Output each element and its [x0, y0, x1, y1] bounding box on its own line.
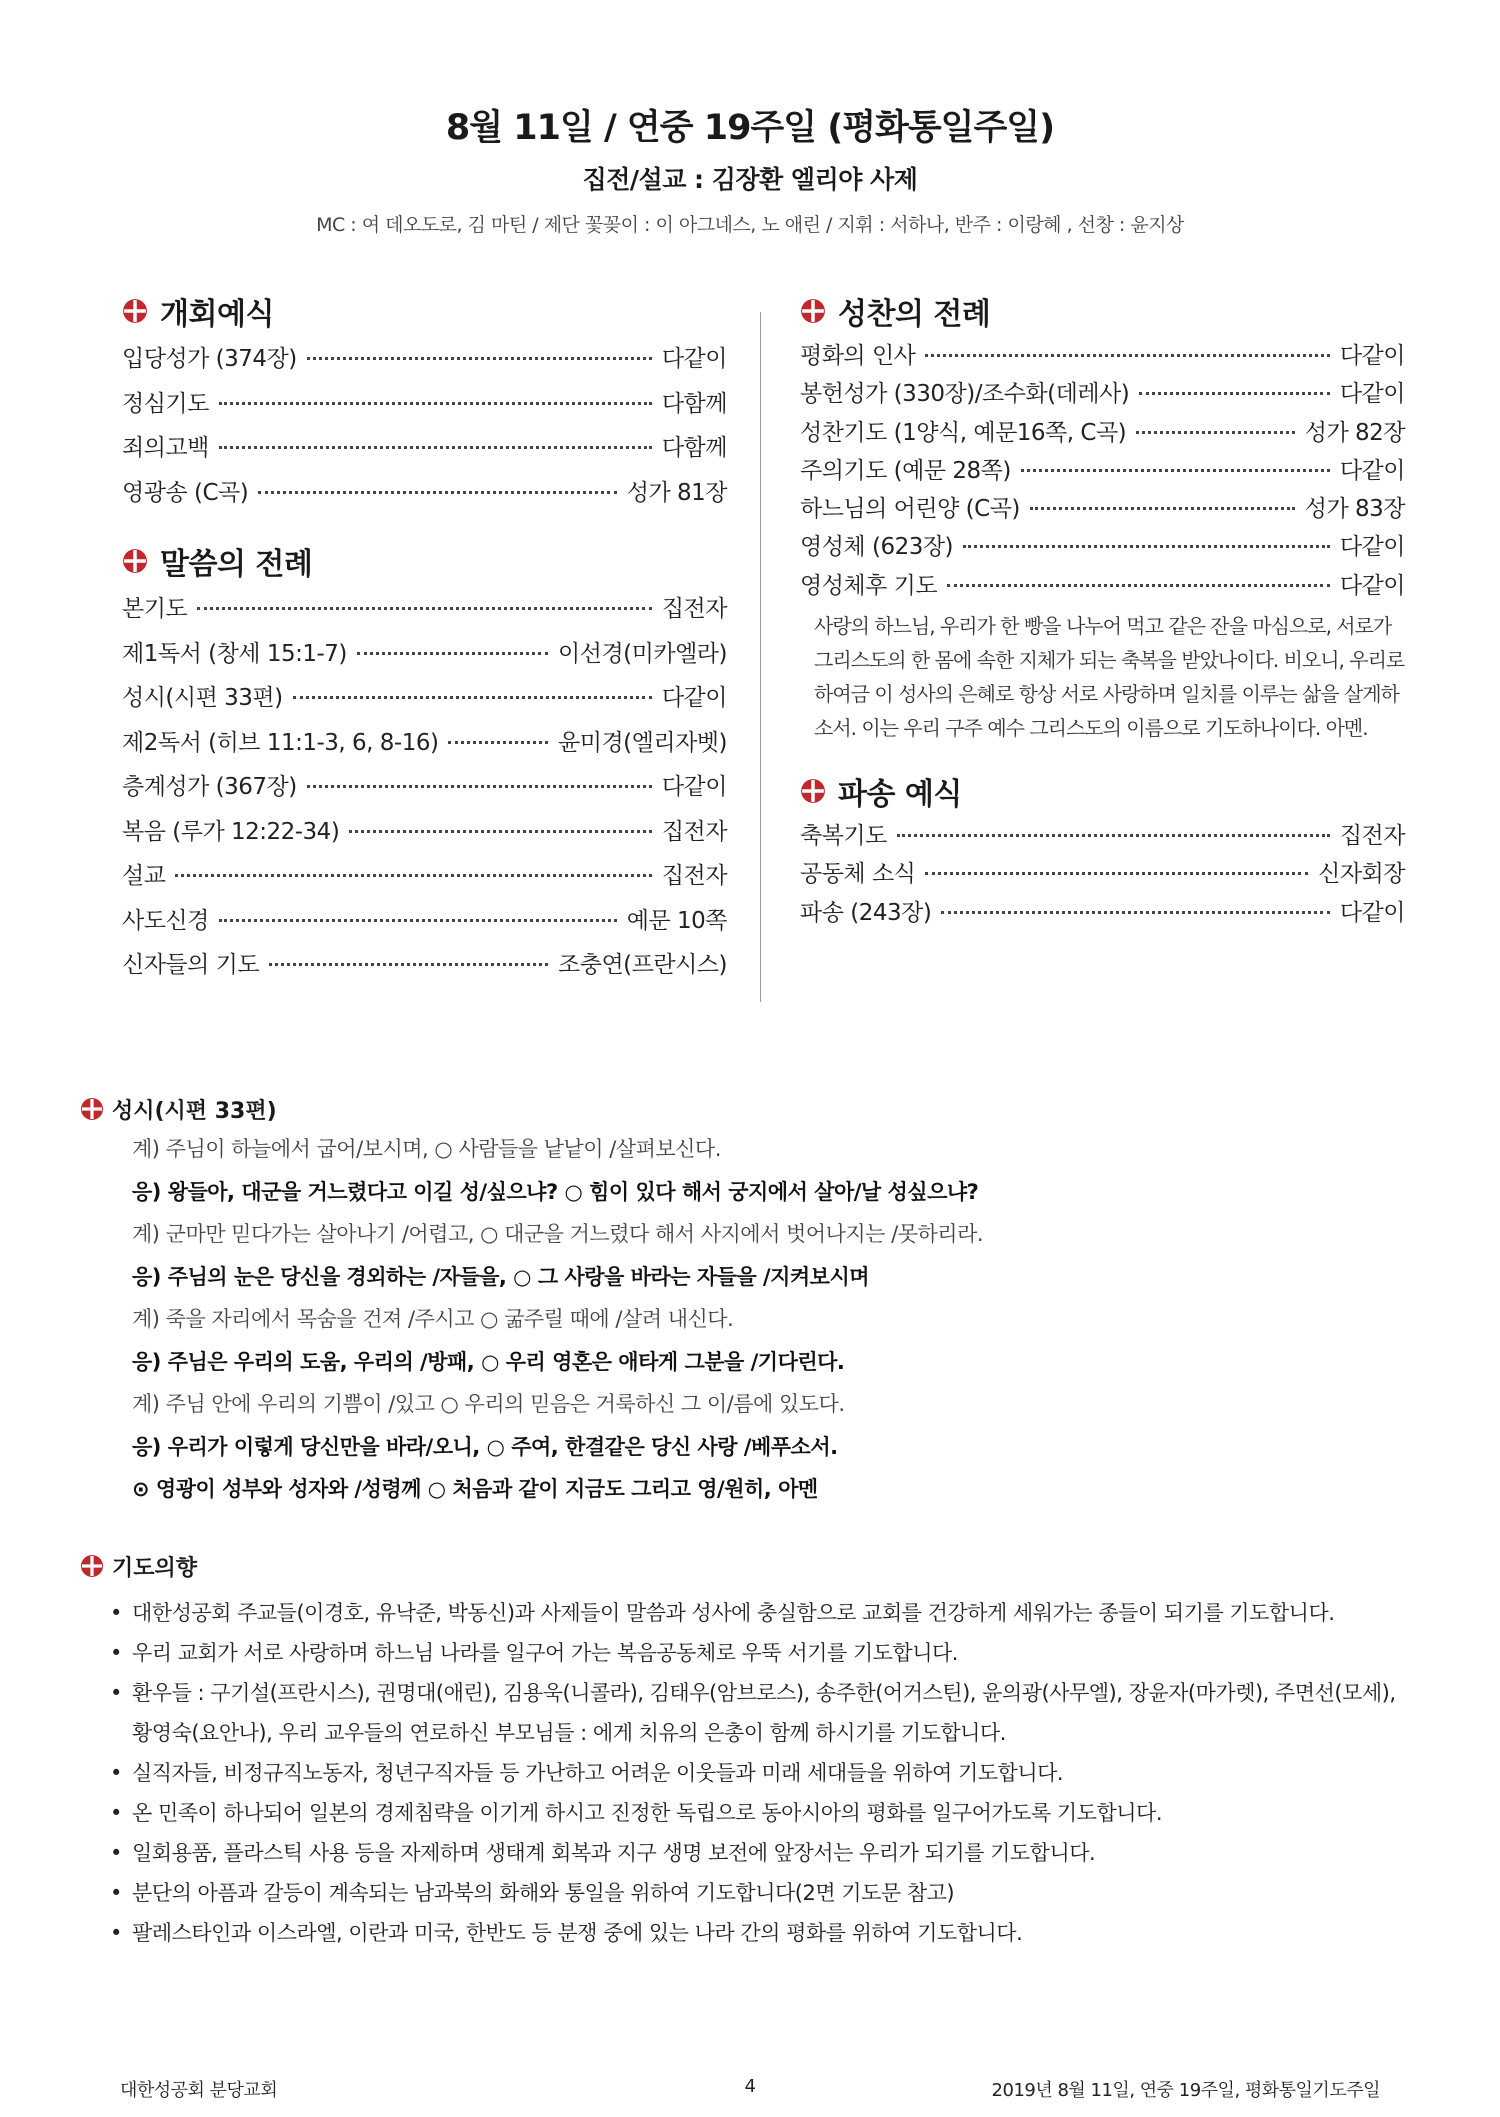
leader-dots — [307, 356, 652, 360]
cross-icon — [80, 1097, 104, 1121]
psalm-verse: 계) 죽을 자리에서 목숨을 건져 /주시고 ○ 굶주릴 때에 /살려 내신다. — [132, 1307, 734, 1331]
item-value: 성가 82장 — [1304, 419, 1405, 446]
item-name: 성찬기도 (1양식, 예문16쪽, C곡) — [800, 419, 1127, 446]
item-name: 본기도 — [122, 596, 188, 622]
credits-line: MC : 여 데오도로, 김 마틴 / 제단 꽃꽂이 : 이 아그네스, 노 애린 / 지휘 : 서하나, 반주 : 이랑혜 , 선창 : 윤지상 — [316, 214, 1184, 236]
intention-item: • 분단의 아픔과 갈등이 계속되는 남과북의 화해와 통일을 위하여 기도합니다(2면 기도문 참고) — [80, 1873, 1420, 1913]
psalm-section — [80, 1090, 1420, 1511]
leader-dots — [197, 606, 652, 610]
section-heading-text: 파송 예식 — [838, 777, 962, 813]
item-value: 다같이 — [1339, 457, 1405, 484]
leader-dots — [349, 829, 652, 833]
item-name: 주의기도 (예문 28쪽) — [800, 457, 1011, 484]
item-name: 공동체 소식 — [800, 861, 916, 888]
psalm-heading-text: 성시(시편 33편) — [112, 1098, 277, 1124]
intention-item: • 환우들 : 구기설(프란시스), 권명대(애린), 김용욱(니콜라), 김태우(암브로스), 송주한(어거스틴), 윤의광(사무엘), 장윤자(마가렛), 주면선(모세), 황영숙(요안나), 우리 교우들의 연로하신 부모님들 : 에게 치유의 은총이 함께 하시기를 기도합니다. — [80, 1673, 1420, 1753]
item-value: 신자회장 — [1318, 861, 1405, 888]
leader-dots — [1030, 506, 1295, 510]
page-title: 8월 11일 / 연중 19주일 (평화통일주일) — [445, 108, 1055, 148]
item-value: 집전자 — [661, 863, 727, 889]
item-name: 죄의고백 — [122, 435, 209, 461]
item-name: 축복기도 — [800, 823, 887, 850]
psalm-response: 응) 왕들아, 대군을 거느렸다고 이길 성/싶으냐? ○ 힘이 있다 해서 궁지에서 살아/날 성싶으냐? — [132, 1179, 979, 1204]
item-value: 다같이 — [661, 774, 727, 800]
intentions-heading — [80, 1547, 1420, 1585]
leader-dots — [448, 740, 548, 744]
liturgy-item — [122, 337, 727, 382]
psalm-verse: 계) 주님이 하늘에서 굽어/보시며, ○ 사람들을 낱낱이 /살펴보신다. — [132, 1137, 721, 1161]
liturgy-item — [122, 899, 727, 944]
item-name: 신자들의 기도 — [122, 952, 260, 978]
item-value: 다같이 — [1339, 572, 1405, 599]
liturgy-item — [122, 382, 727, 427]
item-name: 성시(시편 33편) — [122, 685, 283, 711]
intention-item: • 실직자들, 비정규직노동자, 청년구직자들 등 가난하고 어려운 이웃들과 미래 세대들을 위하여 기도합니다. — [80, 1753, 1420, 1793]
section-heading-text: 개회예식 — [160, 297, 274, 332]
psalm-heading — [80, 1090, 1420, 1128]
liturgy-item — [800, 894, 1405, 932]
section-heading-text: 말씀의 전례 — [160, 547, 313, 582]
intentions-section — [80, 1547, 1420, 1953]
item-name: 제2독서 (히브 11:1-3, 6, 8-16) — [122, 729, 439, 756]
leader-dots — [219, 918, 617, 922]
item-value: 윤미경(엘리자벳) — [558, 729, 727, 756]
leader-dots — [941, 910, 1330, 914]
liturgy-item — [122, 426, 727, 471]
liturgy-item — [800, 490, 1405, 528]
liturgy-item — [122, 721, 727, 766]
column-divider — [760, 312, 761, 1002]
item-value: 집전자 — [661, 596, 727, 622]
item-name: 영성체 (623장) — [800, 534, 954, 561]
section-heading — [122, 535, 727, 587]
item-name: 봉헌성가 (330장)/조수화(데레사) — [800, 381, 1130, 408]
item-value: 성가 81장 — [626, 479, 727, 506]
item-value: 집전자 — [661, 818, 727, 845]
footer-page-number: 4 — [744, 2076, 756, 2097]
liturgy-item — [122, 471, 727, 516]
item-name: 평화의 인사 — [800, 343, 916, 369]
leader-dots — [925, 871, 1308, 875]
psalm-response: ⊙ 영광이 성부와 성자와 /성령께 ○ 처음과 같이 지금도 그리고 영/원히, 아멘 — [132, 1477, 818, 1501]
leader-dots — [293, 695, 652, 699]
left-column — [122, 285, 727, 988]
leader-dots — [258, 490, 617, 494]
cross-icon — [80, 1554, 104, 1578]
intention-item: • 온 민족이 하나되어 일본의 경제침략을 이기게 하시고 진정한 독립으로 동아시아의 평화를 일구어가도록 기도합니다. — [80, 1793, 1420, 1833]
intention-item: • 일회용품, 플라스틱 사용 등을 자제하며 생태계 회복과 지구 생명 보전에 앞장서는 우리가 되기를 기도합니다. — [80, 1833, 1420, 1873]
leader-dots — [947, 583, 1330, 587]
liturgy-item — [800, 855, 1405, 893]
leader-dots — [357, 651, 548, 655]
leader-dots — [1139, 391, 1330, 395]
psalm-response: 응) 우리가 이렇게 당신만을 바라/오니, ○ 주여, 한결같은 당신 사랑 /베푸소서. — [132, 1434, 838, 1459]
liturgy-item — [122, 765, 727, 810]
liturgy-item — [122, 810, 727, 855]
leader-dots — [963, 544, 1330, 548]
psalm-verse: 계) 주님 안에 우리의 기쁨이 /있고 ○ 우리의 믿음은 거룩하신 그 이/름에 있도다. — [132, 1392, 845, 1416]
item-name: 사도신경 — [122, 907, 209, 934]
footer-date: 2019년 8월 11일, 연중 19주일, 평화통일기도주일 — [991, 2080, 1380, 2101]
liturgy-item — [122, 632, 727, 677]
intention-item: • 팔레스타인과 이스라엘, 이란과 미국, 한반도 등 분쟁 중에 있는 나라 간의 평화를 위하여 기도합니다. — [80, 1913, 1420, 1953]
liturgy-item — [122, 587, 727, 632]
leader-dots — [1136, 430, 1295, 434]
intention-item: • 우리 교회가 서로 사랑하며 하느님 나라를 일구어 가는 복음공동체로 우뚝 서기를 기도합니다. — [80, 1633, 1420, 1673]
leader-dots — [925, 353, 1329, 357]
item-name: 영광송 (C곡) — [122, 479, 249, 506]
item-name: 제1독서 (창세 15:1-7) — [122, 640, 347, 667]
leader-dots — [269, 962, 548, 966]
footer-church: 대한성공회 분당교회 — [120, 2080, 278, 2101]
item-name: 영성체후 기도 — [800, 572, 938, 599]
section-heading — [122, 285, 727, 337]
liturgy-item — [800, 375, 1405, 413]
psalm-lines — [80, 1128, 1420, 1511]
cross-icon — [122, 548, 148, 574]
liturgy-item — [800, 528, 1405, 566]
psalm-response: 응) 주님의 눈은 당신을 경외하는 /자들을, ○ 그 사랑을 바라는 자들을 /지켜보시며 — [132, 1264, 870, 1289]
leader-dots — [219, 445, 652, 449]
item-value: 다함께 — [661, 390, 727, 417]
item-value: 이선경(미카엘라) — [558, 640, 727, 667]
right-column — [800, 285, 1405, 932]
liturgy-item — [800, 567, 1405, 605]
liturgy-item — [122, 943, 727, 988]
item-name: 정심기도 — [122, 390, 209, 417]
item-name: 복음 (루가 12:22-34) — [122, 818, 340, 845]
item-name: 설교 — [122, 863, 166, 889]
liturgy-item — [800, 452, 1405, 490]
item-value: 집전자 — [1339, 823, 1405, 850]
item-value: 다같이 — [1339, 534, 1405, 561]
section-heading — [800, 765, 1405, 817]
leader-dots — [307, 784, 652, 788]
cross-icon — [800, 298, 826, 324]
section-heading-text: 성찬의 전례 — [838, 297, 991, 332]
leader-dots — [897, 833, 1330, 837]
intentions-list — [80, 1593, 1420, 1953]
liturgy-item — [800, 414, 1405, 452]
item-value: 성가 83장 — [1304, 496, 1405, 523]
celebrant-line: 집전/설교 : 김장환 엘리야 사제 — [582, 165, 918, 194]
section-heading — [800, 285, 1405, 337]
item-value: 다같이 — [1339, 381, 1405, 408]
item-value: 조충연(프란시스) — [558, 952, 727, 978]
intention-item: • 대한성공회 주교들(이경호, 유낙준, 박동신)과 사제들이 말씀과 성사에 충실함으로 교회를 건강하게 세워가는 종들이 되기를 기도합니다. — [80, 1593, 1420, 1633]
item-value: 다같이 — [1339, 899, 1405, 926]
post-communion-prayer: 사랑의 하느님, 우리가 한 빵을 나누어 먹고 같은 잔을 마심으로, 서로가 그리스도의 한 몸에 속한 지체가 되는 축복을 받았나이다. 비오니, 우리로 하여금 이 성사의 은혜로 항상 서로 사랑하며 일치를 이루는 삶을 살게하소서. 이는 우리 구주 예수 그리스도의 이름으로 기도하나이다. 아멘. — [814, 614, 1405, 741]
item-value: 다함께 — [661, 435, 727, 461]
leader-dots — [1021, 468, 1330, 472]
psalm-verse: 계) 군마만 믿다가는 살아나기 /어렵고, ○ 대군을 거느렸다 해서 사지에서 벗어나지는 /못하리라. — [132, 1222, 984, 1246]
item-name: 입당성가 (374장) — [122, 346, 297, 372]
cross-icon — [800, 778, 826, 804]
liturgy-item — [122, 854, 727, 899]
item-name: 하느님의 어린양 (C곡) — [800, 496, 1020, 523]
liturgy-item — [800, 337, 1405, 375]
item-value: 다같이 — [661, 346, 727, 372]
liturgy-item — [800, 817, 1405, 855]
leader-dots — [219, 401, 652, 405]
item-value: 다같이 — [1339, 343, 1405, 369]
intentions-heading-text: 기도의향 — [112, 1555, 198, 1581]
item-value: 예문 10쪽 — [626, 907, 727, 934]
liturgy-item — [122, 676, 727, 721]
item-name: 층계성가 (367장) — [122, 774, 297, 800]
cross-icon — [122, 298, 148, 324]
leader-dots — [175, 873, 651, 877]
psalm-response: 응) 주님은 우리의 도움, 우리의 /방패, ○ 우리 영혼은 애타게 그분을 /기다린다. — [132, 1349, 845, 1374]
item-name: 파송 (243장) — [800, 899, 932, 926]
item-value: 다같이 — [661, 685, 727, 711]
